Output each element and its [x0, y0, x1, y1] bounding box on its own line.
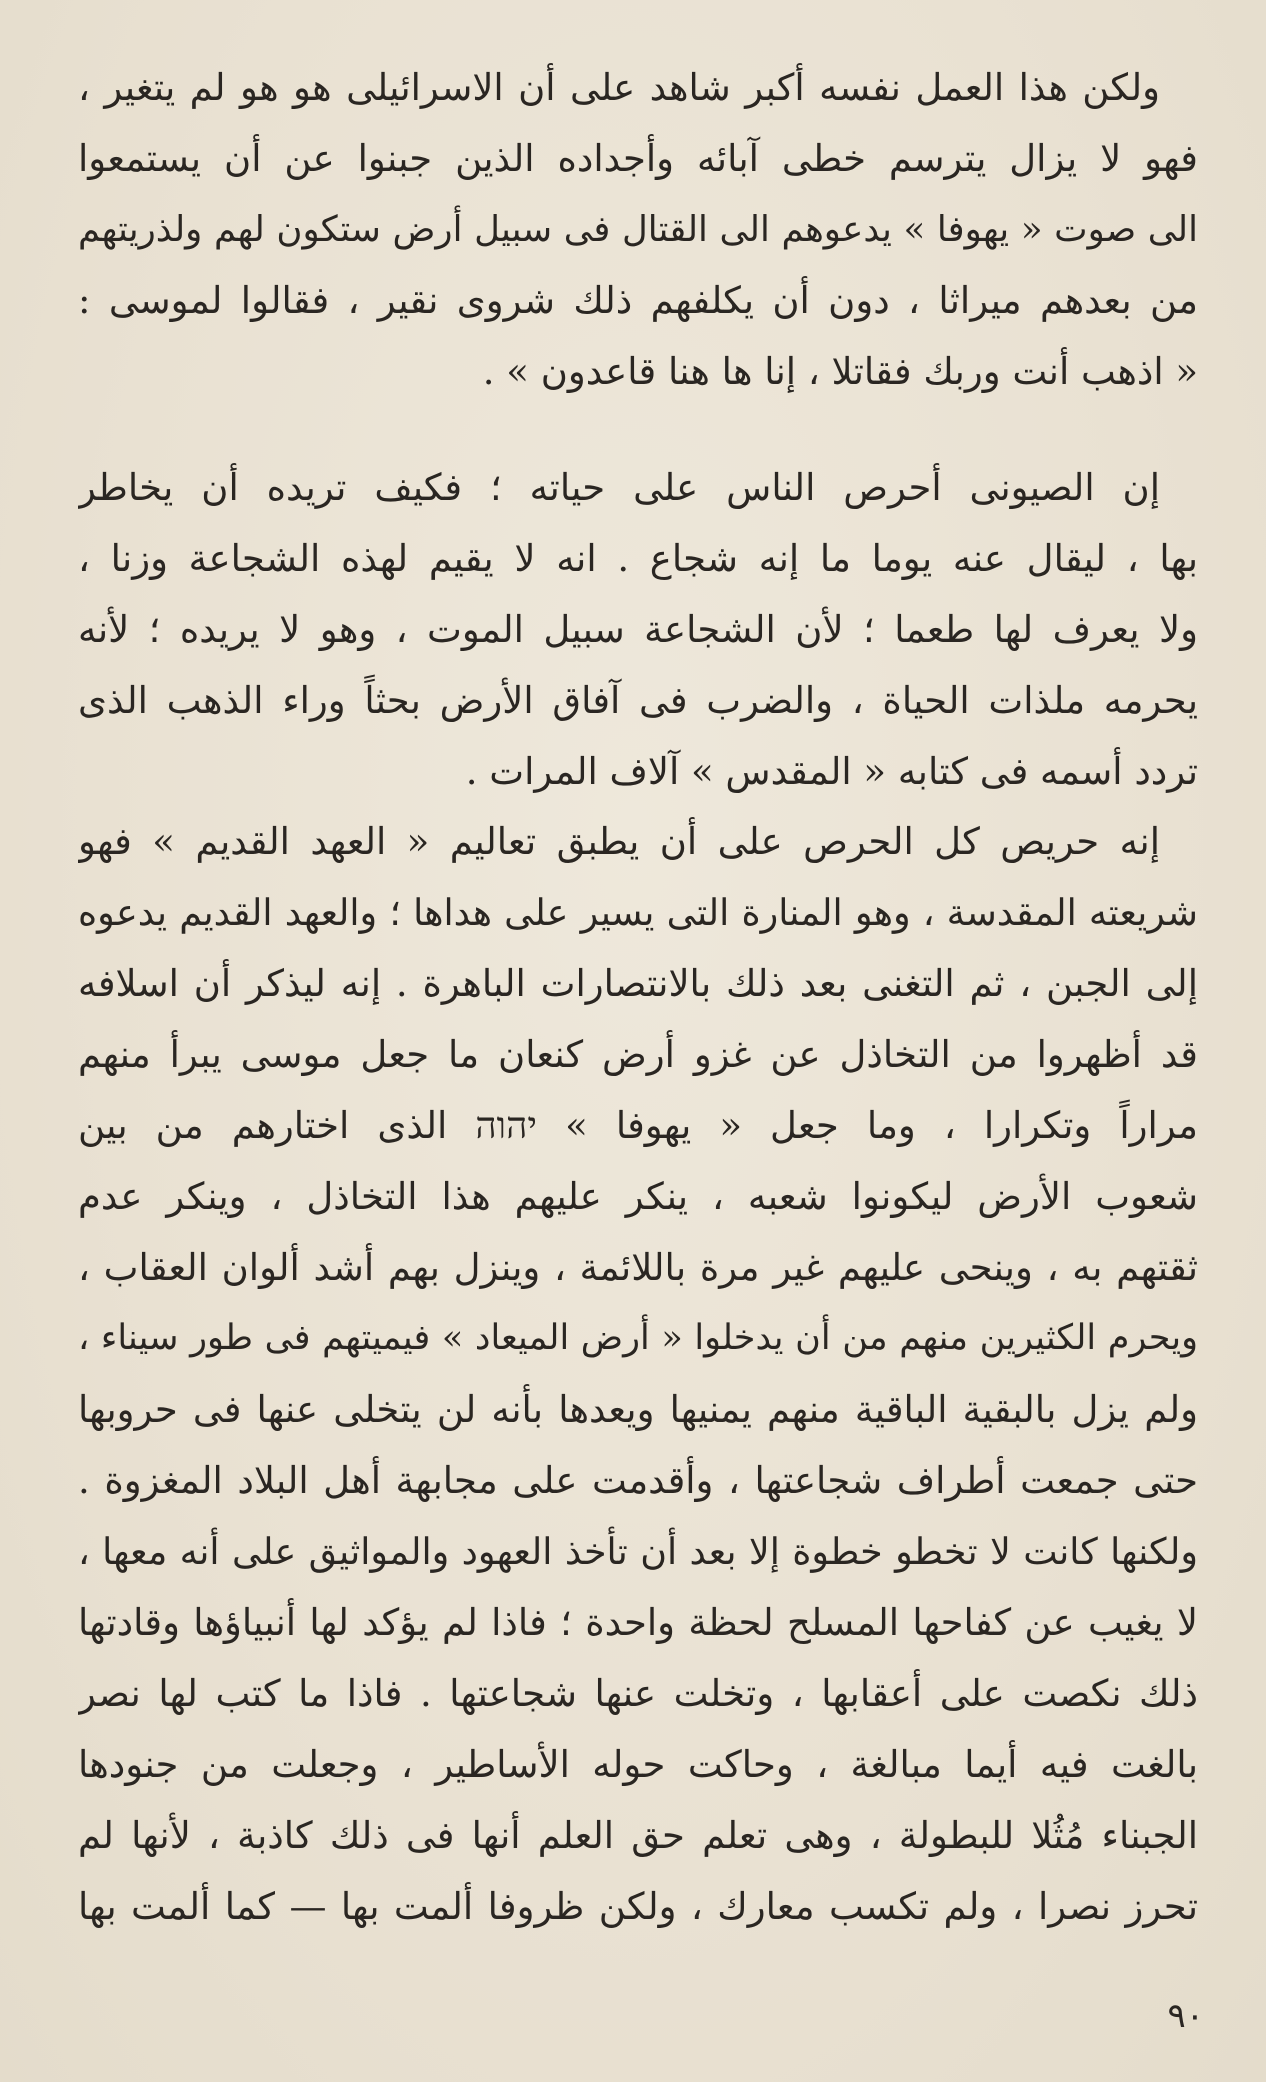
text-line: يحرمه ملذات الحياة ، والضرب فى آفاق الأرض بحثاً وراء الذهب الذى [78, 679, 1198, 722]
text-line: شعوب الأرض ليكونوا شعبه ، ينكر عليهم هذا التخاذل ، وينكر عدم [78, 1175, 1198, 1218]
text-line: حتى جمعت أطراف شجاعتها ، وأقدمت على مجابهة أهل البلاد المغزوة . [78, 1459, 1198, 1502]
text-line: من بعدهم ميراثا ، دون أن يكلفهم ذلك شروى نقير ، فقالوا لموسى : [78, 279, 1198, 322]
text-line: فهو لا يزال يترسم خطى آبائه وأجداده الذين جبنوا عن أن يستمعوا [78, 137, 1198, 180]
text-line: ولا يعرف لها طعما ؛ لأن الشجاعة سبيل الموت ، وهو لا يريده ؛ لأنه [78, 608, 1198, 651]
text-line: ولم يزل بالبقية الباقية منهم يمنيها ويعدها بأنه لن يتخلى عنها فى حروبها [78, 1388, 1198, 1431]
text-line: شريعته المقدسة ، وهو المنارة التى يسير على هداها ؛ والعهد القديم يدعوه [78, 891, 1198, 934]
text-line: ولكن هذا العمل نفسه أكبر شاهد على أن الاسرائيلى هو هو لم يتغير ، [78, 66, 1160, 109]
text-line: تردد أسمه فى كتابه « المقدس » آلاف المرات . [465, 750, 1198, 793]
page-number: ٩٠ [1167, 1996, 1204, 2036]
text-line: ويحرم الكثيرين منهم من أن يدخلوا « أرض الميعاد » فيميتهم فى طور سيناء ، [78, 1318, 1198, 1358]
text-line: « اذهب أنت وربك فقاتلا ، إنا ها هنا قاعدون » . [482, 350, 1198, 393]
text-line: إنه حريص كل الحرص على أن يطبق تعاليم « العهد القديم » فهو [78, 820, 1160, 863]
text-line: الى صوت « يهوفا » يدعوهم الى القتال فى سبيل أرض ستكون لهم ولذريتهم [78, 209, 1198, 250]
text-line: ولكنها كانت لا تخطو خطوة إلا بعد أن تأخذ العهود والمواثيق على أنه معها ، [78, 1530, 1198, 1573]
text-line: لا يغيب عن كفاحها المسلح لحظة واحدة ؛ فاذا لم يؤكد لها أنبياؤها وقادتها [78, 1601, 1198, 1644]
text-line: ذلك نكصت على أعقابها ، وتخلت عنها شجاعتها . فاذا ما كتب لها نصر [78, 1672, 1198, 1715]
paragraph-3 [78, 806, 1198, 1942]
text-line: الجبناء مُثُلا للبطولة ، وهى تعلم حق العلم أنها فى ذلك كاذبة ، لأنها لم [78, 1814, 1198, 1857]
paragraph-2 [78, 452, 1198, 807]
text-line: تحرز نصرا ، ولم تكسب معارك ، ولكن ظروفا ألمت بها — كما ألمت بها [78, 1885, 1198, 1928]
text-line: بالغت فيه أيما مبالغة ، وحاكت حوله الأساطير ، وجعلت من جنودها [78, 1743, 1198, 1786]
text-line: بها ، ليقال عنه يوما ما إنه شجاع . انه لا يقيم لهذه الشجاعة وزنا ، [78, 537, 1198, 580]
text-line: مراراً وتكرارا ، وما جعل « يهوفا » יהוה الذى اختارهم من بين [78, 1104, 1198, 1147]
paragraph-1 [78, 52, 1198, 407]
text-line: إن الصيونى أحرص الناس على حياته ؛ فكيف تريده أن يخاطر [78, 466, 1160, 509]
text-line: إلى الجبن ، ثم التغنى بعد ذلك بالانتصارات الباهرة . إنه ليذكر أن اسلافه [78, 962, 1198, 1005]
text-line: ثقتهم به ، وينحى عليهم غير مرة باللائمة ، وينزل بهم أشد ألوان العقاب ، [78, 1246, 1198, 1289]
text-line: قد أظهروا من التخاذل عن غزو أرض كنعان ما جعل موسى يبرأ منهم [78, 1033, 1198, 1076]
